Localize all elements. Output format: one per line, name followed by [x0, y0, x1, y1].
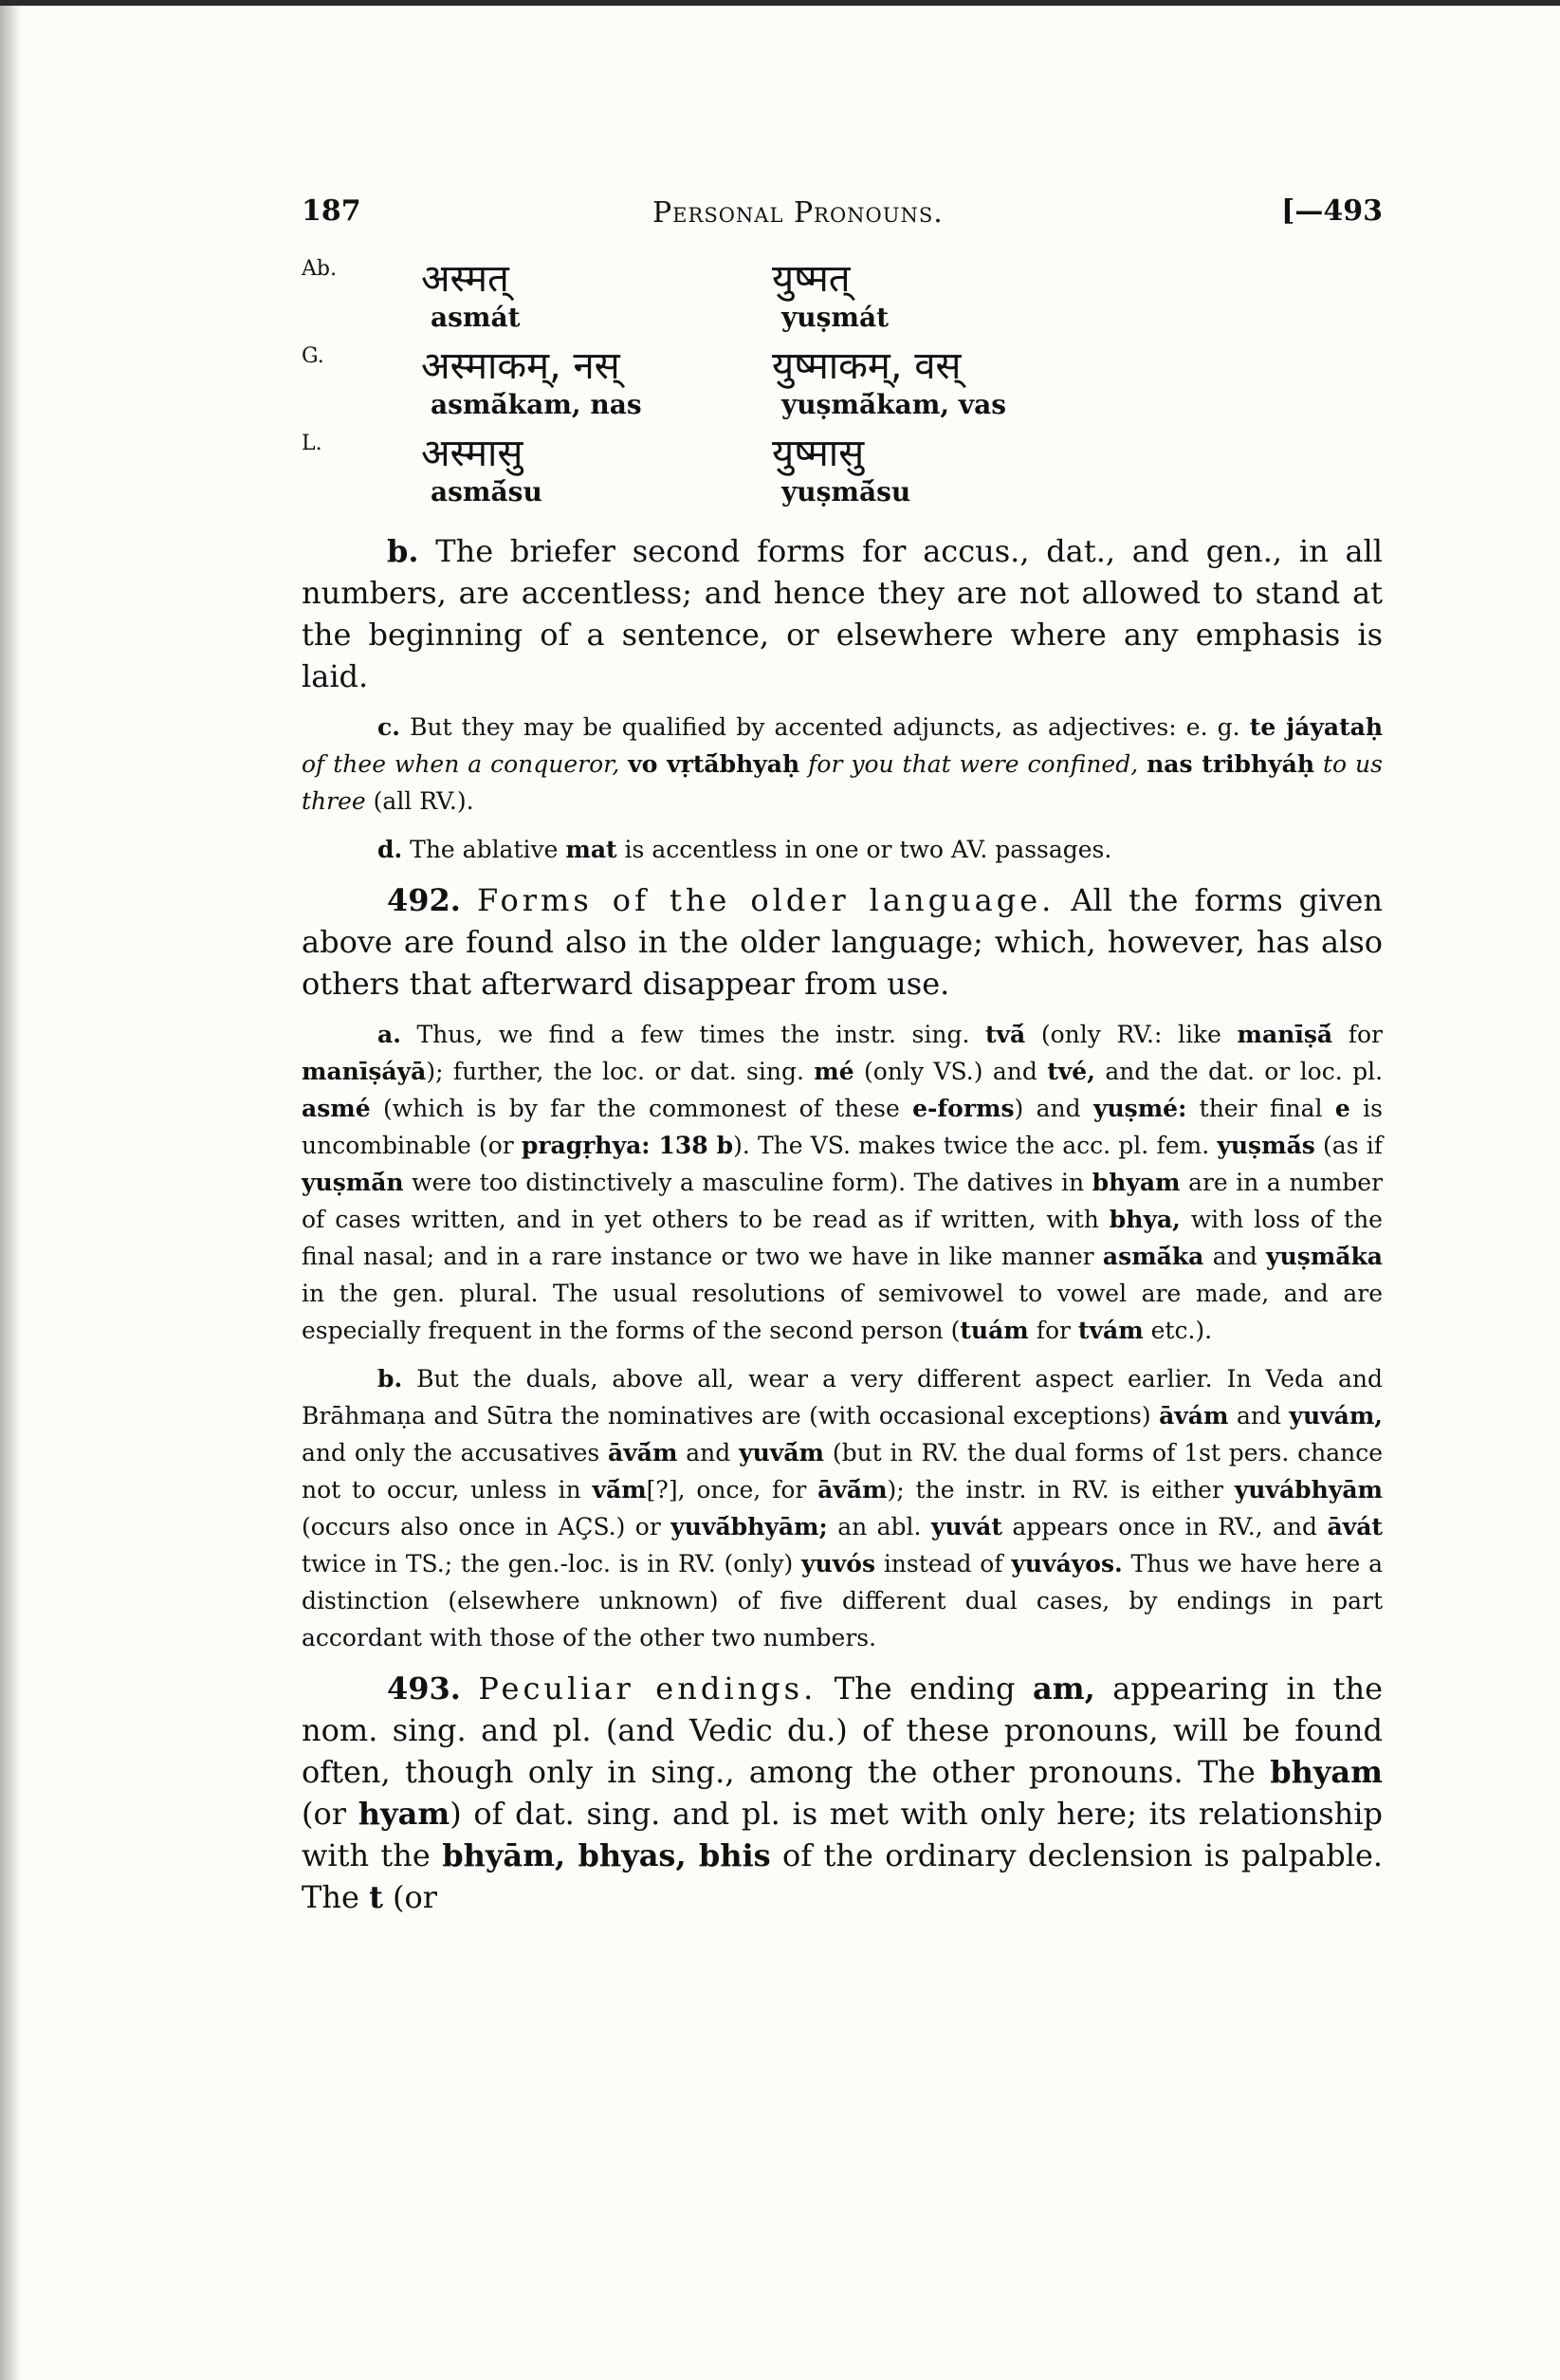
- main-text: [302, 1668, 1383, 1918]
- section-title: Peculiar endings.: [478, 1670, 817, 1707]
- first-person-cell: [421, 344, 772, 432]
- first-person-cell: [421, 257, 772, 344]
- first-person-cell: [421, 432, 772, 519]
- section-reference: [—493: [1281, 194, 1383, 228]
- paradigm-row: [302, 432, 1132, 519]
- second-person-cell: [772, 432, 1132, 519]
- devanagari-form: युष्माकम्, वस्: [772, 344, 962, 388]
- devanagari-form: युष्मत्: [772, 257, 851, 301]
- scan-gutter: [0, 0, 21, 2380]
- paragraph-c: c. But they may be qualified by accented adjuncts, as adjectives: e. g. te jáyataḥ of thee when a conqueror, vo vṛtā́bhyaḥ for you that were confined, nas tribhyáḥ to us three (all RV.).: [302, 713, 1384, 815]
- scan-top-edge: [0, 0, 1560, 6]
- section-493: 493. Peculiar endings. The ending am, appearing in the nom. sing. and pl. (and Vedic du.) of these pronouns, will be found often, though only in sing., among the other pronouns. The bhyam (or hyam) of dat. sing. and pl. is met with only here; its relationship with the bhyām, bhyas, bhis of the ordinary declension is palpable. The t (or: [302, 1670, 1384, 1915]
- paradigm-row: [302, 344, 1132, 432]
- second-person-cell: [772, 257, 1132, 344]
- page-header: [302, 194, 1383, 251]
- devanagari-form: अस्मासु: [421, 432, 523, 475]
- case-label: G.: [302, 344, 324, 368]
- transliteration: asmát: [431, 302, 521, 333]
- devanagari-form: अस्मत्: [421, 257, 509, 301]
- case-label: L.: [302, 432, 322, 455]
- devanagari-form: अस्माकम्, नस्: [421, 344, 620, 388]
- section-492-a: a. Thus, we find a few times the instr. sing. tvā́ (only RV.: like manīṣā́ for manīṣáyā); further, the loc. or dat. sing. mé (only VS.) and tvé, and the dat. or loc. pl. asmé (which is by far the commonest of these e-forms) and yuṣmé: their final e is uncombinable (or pragṛhya: 138 b). The VS. makes twice the acc. pl. fem. yuṣmā́s (as if yuṣmā́n were too distinctively a masculine form). The datives in bhyam are in a number of cases written, and in yet others to be read as if written, with bhya, with loss of the final nasal; and in a rare instance or two we have in like manner asmā́ka and yuṣmā́ka in the gen. plural. The usual resolutions of semivowel to vowel are made, and are especially frequent in the forms of the second person (tuám for tvám etc.).: [302, 1021, 1384, 1344]
- section-492: 492. Forms of the older language. All the forms given above are found also in the older language; which, however, has also others that afterward disappear from use.: [302, 882, 1384, 1002]
- small-print-notes: [302, 709, 1383, 868]
- section-492-b: b. But the duals, above all, wear a very different aspect earlier. In Veda and Brāhmaṇa and Sūtra the nominatives are (with occasional exceptions) āvám and yuvám, and only the accusatives āvā́m and yuvā́m (but in RV. the dual forms of 1st pers. chance not to occur, unless in vā́m[?], once, for āvā́m); the instr. in RV. is either yuvábhyām (occurs also once in AÇS.) or yuvā́bhyām; an abl. yuvát appears once in RV., and āvát twice in TS.; the gen.-loc. is in RV. (only) yuvós instead of yuváyos. Thus we have here a distinction (elsewhere unknown) of five different dual cases, by endings in part accordant with those of the other two numbers.: [302, 1365, 1384, 1651]
- paragraph-b: b. The briefer second forms for accus., dat., and gen., in all numbers, are accentless; and hence they are not allowed to stand at the beginning of a sentence, or elsewhere where any emphasis is laid.: [302, 533, 1384, 694]
- section-title: Forms of the older language.: [476, 882, 1055, 918]
- case-label: Ab.: [302, 257, 337, 281]
- running-head: Personal Pronouns.: [652, 196, 944, 230]
- transliteration: yuṣmā́su: [781, 476, 911, 507]
- transliteration: yuṣmā́kam, vas: [781, 389, 1007, 420]
- transliteration: yuṣmát: [781, 302, 890, 333]
- page-number: 187: [302, 194, 361, 228]
- second-person-cell: [772, 344, 1132, 432]
- small-print-notes: [302, 1016, 1383, 1656]
- declension-paradigm: [302, 257, 1132, 519]
- main-text: [302, 530, 1383, 697]
- devanagari-form: युष्मासु: [772, 432, 865, 475]
- transliteration: asmā́su: [431, 476, 542, 507]
- main-text: [302, 879, 1383, 1005]
- paragraph-d: d. The ablative mat is accentless in one or two AV. passages.: [377, 836, 1112, 863]
- paradigm-row: [302, 257, 1132, 344]
- book-page: [302, 194, 1383, 1929]
- transliteration: asmā́kam, nas: [431, 389, 642, 420]
